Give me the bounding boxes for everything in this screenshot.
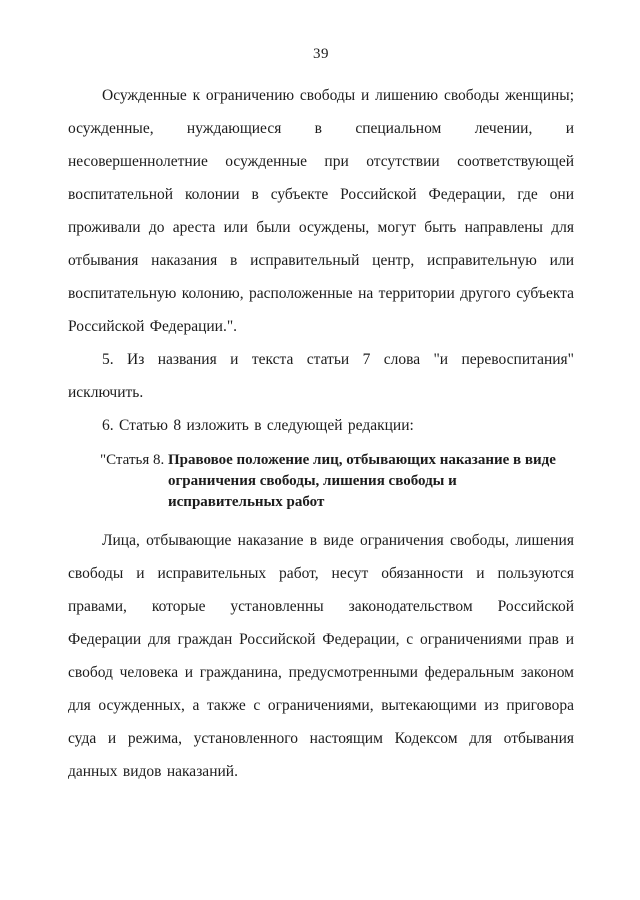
paragraph-item-6: 6. Статью 8 изложить в следующей редакции: — [102, 417, 414, 434]
article-heading-title: Правовое положение лиц, отбывающих наказание в виде ограничения свободы, лишения свободы и исправительных работ — [167, 452, 556, 510]
article-heading-prefix: "Статья 8. — [100, 452, 168, 468]
paragraph-article-8-body: Лица, отбывающие наказание в виде ограничения свободы, лишения свободы и исправительных работ, несут обязанности и пользуются правами, которые установленны законодательством Российской Федерации для граждан Российской Федерации, с ограничениями прав и свобод человека и гражданина, предусмотренными федеральным законом для осужденных, а также с ограничениями, вытекающими из приговора суда и режима, установленного настоящим Кодексом для отбывания данных видов наказаний. — [68, 532, 574, 780]
article-8-heading — [68, 450, 574, 513]
paragraph-convicted-women: Осужденные к ограничению свободы и лишению свободы женщины; осужденные, нуждающиеся в специальном лечении, и несовершеннолетние осужденные при отсутствии соответствующей воспитательной колонии в субъекте Российской Федерации, где они проживали до ареста или были осуждены, могут быть направлены для отбывания наказания в исправительный центр, исправительную или воспитательную колонию, расположенные на территории другого субъекта Российской Федерации.". — [68, 87, 574, 335]
paragraph-item-5: 5. Из названия и текста статьи 7 слова "и перевоспитания" исключить. — [68, 351, 574, 401]
page-number: 39 — [313, 46, 329, 62]
